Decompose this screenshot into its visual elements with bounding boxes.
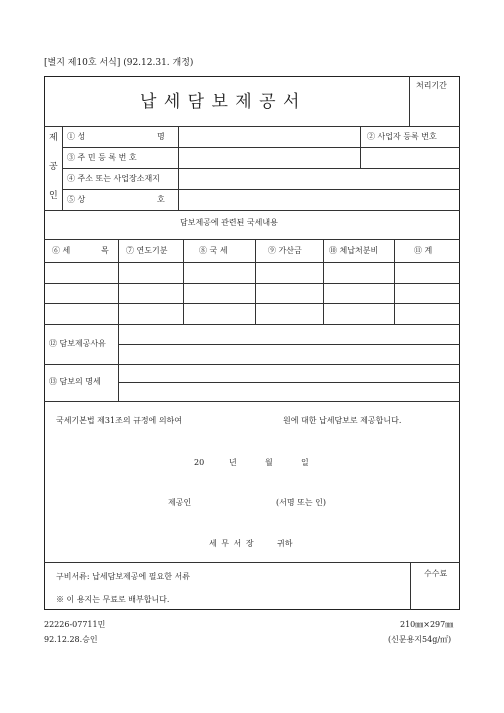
- provider-signature-label: 제공인: [168, 498, 192, 507]
- tax-section-heading: 담보제공에 관련된 국세내용: [180, 218, 278, 227]
- tax-heading-bottom-line: [44, 239, 460, 240]
- approval-date: 92.12.28.승인: [44, 635, 98, 644]
- trade-name-label: ⑤ 상: [67, 195, 86, 204]
- name-label: ① 성: [67, 132, 86, 141]
- collateral-description-field[interactable]: [119, 365, 459, 401]
- addressee: 세 무 서 장: [209, 539, 255, 548]
- resident-no-label: ③ 주 민 등 록 번 호: [67, 153, 137, 162]
- date-day-unit: 일: [301, 458, 309, 467]
- business-reg-field[interactable]: [361, 148, 459, 168]
- tax-data-row[interactable]: [45, 304, 459, 324]
- date-year-unit: 년: [229, 458, 237, 467]
- fee-divider: [410, 562, 411, 610]
- form-title: 납 세 담 보 제 공 서: [140, 92, 301, 112]
- paper-size: 210㎜×297㎜: [400, 620, 454, 629]
- form-code: 22226-07711민: [44, 620, 106, 629]
- provider-label-char-2: 공: [49, 162, 58, 172]
- fee-label: 수수료: [424, 569, 448, 578]
- declaration-statement-prefix: 국세기본법 제31조의 규정에 의하여: [56, 416, 182, 425]
- form-reference: [별지 제10호 서식] (92.12.31. 개정): [44, 58, 194, 68]
- tax-col-header-national-tax: ⑧ 국 세: [199, 246, 228, 255]
- signature-note: (서명 또는 인): [276, 498, 326, 507]
- required-documents: 구비서류: 납세담보제공에 필요한 서류: [56, 572, 190, 581]
- date-year: 20: [194, 458, 205, 467]
- free-distribution-note: ※ 이 용지는 무료로 배부합니다.: [56, 595, 170, 604]
- tax-col-header-total: ⑪ 계: [414, 246, 433, 255]
- trade-name-field[interactable]: [179, 190, 459, 210]
- processing-period-label: 처리기간: [416, 81, 447, 90]
- addressee-suffix: 귀하: [277, 539, 293, 548]
- footer-top-line: [44, 562, 460, 563]
- date-month-unit: 월: [265, 458, 273, 467]
- tax-col-header-disposition-fee: ⑩ 체납처분비: [329, 246, 379, 255]
- name-field[interactable]: [179, 127, 360, 147]
- tax-col-header-surcharge: ⑨ 가산금: [268, 246, 302, 255]
- tax-data-row[interactable]: [45, 263, 459, 283]
- collateral-reason-field[interactable]: [119, 325, 459, 364]
- tax-data-row[interactable]: [45, 284, 459, 303]
- business-reg-label: ② 사업자 등록 번호: [367, 132, 437, 141]
- provider-label-char-1: 제: [49, 133, 58, 143]
- tax-col-header-item-tail: 목: [101, 246, 109, 255]
- provider-bottom-line: [44, 210, 460, 211]
- provider-label-char-3: 인: [49, 191, 58, 201]
- tax-col-header-item: ⑥ 세: [52, 246, 71, 255]
- title-divider: [409, 76, 410, 126]
- collateral-description-label: ⑬ 담보의 명세: [49, 377, 101, 386]
- address-label: ④ 주소 또는 사업장소재지: [67, 174, 160, 183]
- address-field[interactable]: [179, 169, 459, 189]
- name-label-tail: 명: [157, 132, 165, 141]
- resident-no-field[interactable]: [179, 148, 360, 168]
- collateral-reason-label: ⑫ 담보제공사유: [49, 339, 106, 348]
- trade-name-label-tail: 호: [157, 195, 165, 204]
- description-bottom-line: [44, 401, 460, 402]
- tax-col-header-year: ⑦ 연도기분: [126, 246, 168, 255]
- paper-spec: (신문용지54g/㎡): [388, 635, 452, 644]
- declaration-statement-suffix: 원에 대한 납세담보로 제공합니다.: [283, 416, 402, 425]
